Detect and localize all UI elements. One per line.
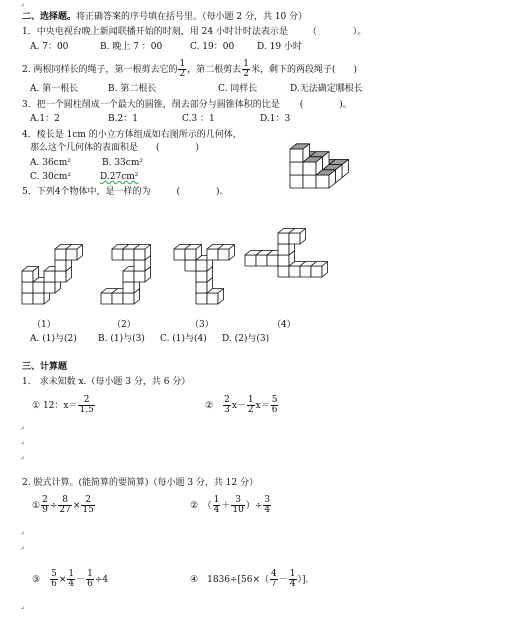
q2-option-a: A. 第一根长 (30, 84, 79, 94)
q4-cube-pyramid (280, 120, 380, 200)
cube (22, 267, 39, 282)
cube (289, 229, 306, 244)
q2-option-d: D.无法确定哪根长 (290, 84, 363, 94)
q3-option-c: C.3 ：1 (182, 114, 215, 124)
paragraph-mark: ↵ (20, 2, 26, 9)
cube (185, 245, 202, 260)
paragraph-mark: ↵ (20, 425, 26, 432)
paragraph-mark: ↵ (20, 545, 26, 552)
q2-stem: 2. 两根同样长的绳子，第一根剪去它的 $\frac{1}{2}$ ，第二根剪去 $\frac{1}{2}$ 米，剩下的两段绳子( ) (22, 59, 357, 79)
q5-figure-label-2: （2） (112, 320, 136, 330)
paragraph-mark: ↵ (20, 605, 26, 612)
cube (311, 262, 328, 277)
s3-q1-stem: 1． 求未知数 x.（每小题 3 分，共 6 分） (22, 377, 191, 387)
q3-option-a: A.1：2 (30, 114, 60, 124)
q5-figure-label-4: （4） (272, 320, 296, 330)
s3-q2-problem-4: ④ 1836÷[56×（ $\frac{4}{7}$ － $\frac{1}{4}$ ）]． (190, 569, 315, 589)
q3-option-d: D.1：3 (260, 114, 291, 124)
q5-figure-4 (245, 208, 345, 318)
cube (290, 144, 310, 162)
section3-heading: 三、计算题 (22, 362, 68, 372)
cube (66, 245, 83, 260)
q5-option-c: C. (1)与(4) (160, 334, 207, 344)
q4-option-a: A. 36cm² (30, 158, 71, 168)
q4-stem-2: 那么这个几何体的表面积是 ( ) (30, 143, 200, 153)
q4-stem-1: 4．棱长是 1cm 的小立方体组成如右图所示的几何体， (22, 130, 242, 140)
paragraph-mark: ↵ (20, 455, 26, 462)
q1-option-b: B. 晚上 7 ：00 (100, 42, 163, 52)
s3-q2-problem-1: ① $\frac{2}{9}$ ÷ $\frac{8}{27}$ × $\frac{2}{15}$ (32, 495, 94, 515)
q5-figure-label-3: （3） (190, 320, 214, 330)
q2-option-b: B. 第二根长 (108, 84, 157, 94)
q5-option-d: D. (2)与(3) (222, 334, 270, 344)
q3-stem: 3．把一个圆柱削成一个最大的圆锥，削去部分与圆锥体积的比是 ( )。 (22, 100, 352, 110)
q3-option-b: B.2：1 (108, 114, 138, 124)
fraction: $\frac{1}{2}$ (179, 59, 186, 79)
fraction: $\frac{1}{2}$ (243, 59, 249, 79)
s3-q2-stem: 2. 脱式计算。(能简算的要简算)（每小题 3 分，共 12 分） (22, 478, 259, 488)
q4-option-d: D.27cm² (100, 172, 139, 182)
q1-option-c: C. 19：00 (190, 42, 235, 52)
s3-q2-problem-3: ③ $\frac{5}{6}$ × $\frac{1}{4}$ － $\frac{1}{6}$ ÷4 (32, 569, 109, 589)
q1-stem: 1．中央电视台晚上新闻联播开始的时刻，用 24 小时计时法表示是 （ ）。 (22, 27, 367, 37)
s3-q1-problem-2: ② $\frac{2}{3}$ x－ $\frac{1}{2}$ x＝ $\frac{5}{6}$ (205, 395, 278, 415)
q4-option-b: B. 33cm² (102, 158, 143, 168)
section2-heading: 二、选择题。将正确答案的序号填在括号里。（每小题 2 分，共 10 分） (22, 12, 308, 22)
q5-option-b: B. (1)与(3) (98, 334, 145, 344)
s3-q2-problem-2: ② （ $\frac{1}{4}$ ＋ $\frac{3}{10}$ ）÷ $\frac{3}{4}$ (190, 495, 271, 515)
s3-q1-problem-1: ① 12：x＝ $\frac{2}{1.5}$ (32, 395, 94, 415)
q4-option-c: C. 30cm² (30, 172, 71, 182)
q5-figure-label-1: （1） (32, 320, 56, 330)
q1-option-a: A. 7：00 (30, 42, 69, 52)
q5-stem: 5．下列4个物体中，是一样的为 ( )。 (22, 187, 229, 197)
q5-option-a: A. (1)与(2) (30, 334, 77, 344)
cube (134, 245, 151, 260)
cube (218, 245, 235, 260)
paragraph-mark: ↵ (20, 530, 26, 537)
paragraph-mark: ↵ (20, 440, 26, 447)
q1-option-d: D. 19 小时 (257, 42, 302, 52)
q2-option-c: C. 同样长 (218, 84, 258, 94)
